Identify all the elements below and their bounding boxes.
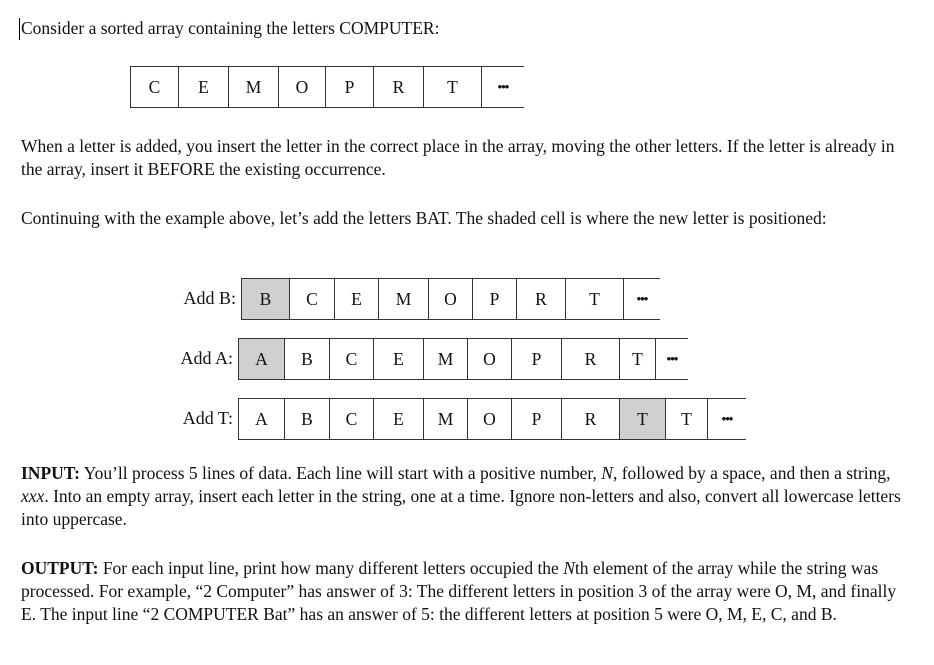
array-cell: C [130,67,178,107]
text-cursor [19,18,20,40]
example-label-a: Add A: [180,348,233,368]
example-label-b: Add B: [183,288,236,308]
array-cell: B [284,339,329,379]
array-cell: E [334,279,378,319]
array-cell: B [241,279,289,319]
array-cell: P [511,399,561,439]
array-ellipsis: ••• [655,339,688,379]
output-paragraph [21,557,901,626]
array-cell: O [467,399,511,439]
array-ellipsis: ••• [481,67,524,107]
input-text-1: You’ll process 5 lines of data. Each line will start with a positive number, [79,463,602,483]
array-cell: R [373,67,423,107]
array-cell: R [516,279,565,319]
array-ellipsis: ••• [707,399,746,439]
example-array-add-b [241,278,660,320]
array-cell: P [511,339,561,379]
array-cell: E [373,399,423,439]
array-cell: T [423,67,481,107]
array-ellipsis: ••• [623,279,660,319]
array-cell: T [565,279,623,319]
array-cell: C [289,279,334,319]
base-array [130,66,524,108]
array-cell: O [428,279,472,319]
output-text-2: th element of the array while the string was processed. For example, “2 Computer” has answer of 3: The different letters in position 3 of the array were O, M, and finally E. The input line “2 COMPUTER Bat” has an answer of 5: the different letters at position 5 were O, M, E, C, and B. [21,558,897,624]
array-cell: P [325,67,373,107]
array-cell: M [423,399,467,439]
input-text-3: . Into an empty array, insert each letter in the string, one at a time. Ignore non-letters and also, convert all lowercase letters into uppercase. [21,486,901,529]
array-cell: M [378,279,428,319]
array-cell: T [665,399,707,439]
input-heading: INPUT: [21,463,80,483]
example-array-add-t [238,398,746,440]
array-cell: E [373,339,423,379]
intro-text: Consider a sorted array containing the letters COMPUTER: [21,18,440,38]
input-text-2: , followed by a space, and then a string, [612,463,891,483]
output-var-n: N [563,558,575,578]
array-cell: B [284,399,329,439]
array-cell: R [561,399,619,439]
array-cell: O [467,339,511,379]
array-cell: P [472,279,516,319]
array-cell: E [178,67,228,107]
example-array-add-a [238,338,688,380]
insert-rule-paragraph: When a letter is added, you insert the letter in the correct place in the array, moving the other letters. If the letter is already in the array, insert it BEFORE the existing occurrence. [21,136,895,179]
array-cell: O [278,67,325,107]
example-label-t: Add T: [182,408,233,428]
array-cell: M [423,339,467,379]
array-cell: M [228,67,278,107]
array-cell: C [329,399,373,439]
input-var-xxx: xxx [21,486,45,506]
input-paragraph [21,462,901,531]
array-cell: A [238,399,284,439]
continue-paragraph: Continuing with the example above, let’s add the letters BAT. The shaded cell is where the new letter is positioned: [21,208,827,228]
input-var-n: N [601,463,613,483]
output-heading: OUTPUT: [21,558,99,578]
array-cell: R [561,339,619,379]
array-cell: A [238,339,284,379]
array-cell: C [329,339,373,379]
array-cell: T [619,399,665,439]
output-text-1: For each input line, print how many different letters occupied the [98,558,564,578]
array-cell: T [619,339,655,379]
